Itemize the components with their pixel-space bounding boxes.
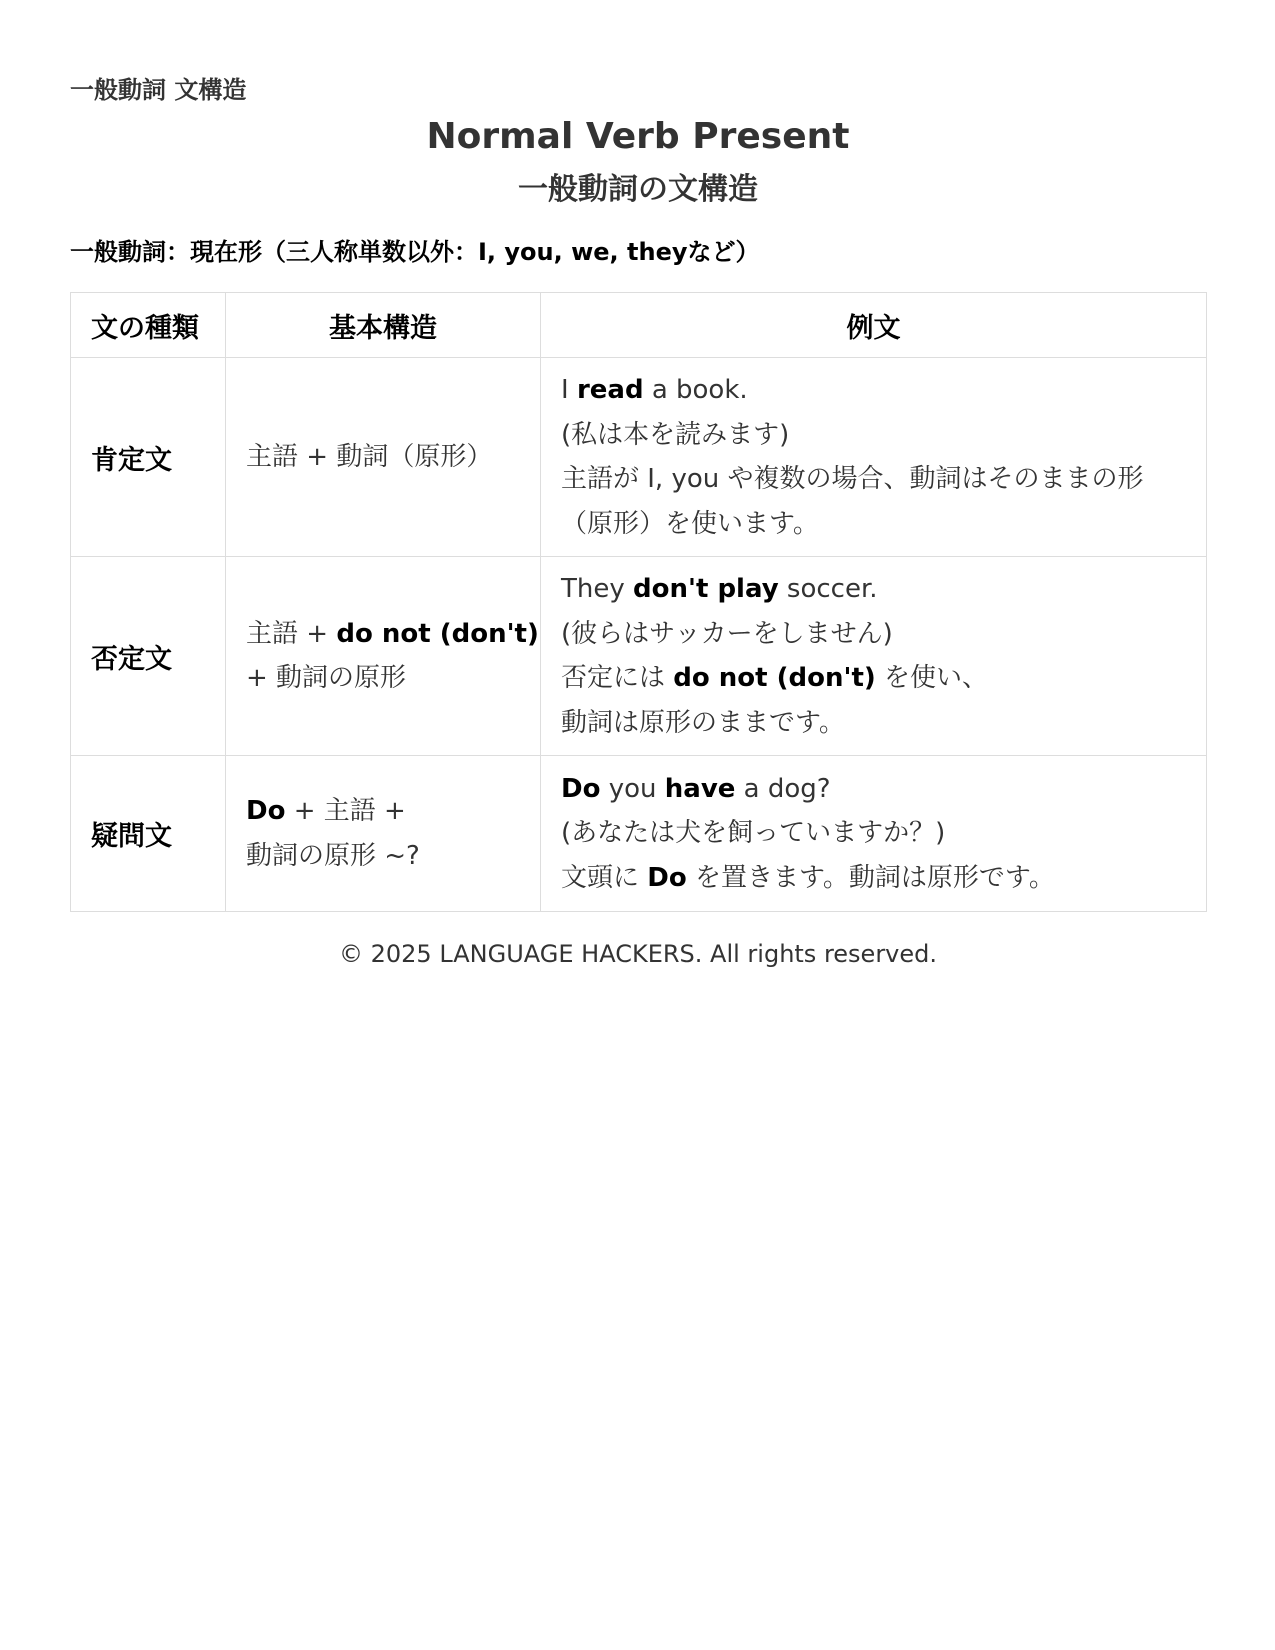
sentence-type-cell: 否定文 [71,557,226,756]
grammar-table [70,292,1207,912]
document-page [70,70,1206,970]
example-text: I [561,375,577,405]
structure-keyword: Do [246,796,286,826]
header-basic-structure: 基本構造 [226,293,541,358]
example-keyword: Do [647,862,687,893]
sentence-type-cell: 疑問文 [71,756,226,912]
structure-line: + 動詞の原形 [246,663,407,693]
structure-line [246,612,539,657]
example-text: soccer. [778,574,878,604]
example-note: 主語が I, you や複数の場合、動詞はそのままの形 [561,464,1144,494]
example-cell [541,756,1207,912]
example-note: （原形）を使います。 [561,508,819,539]
example-verb: read [576,375,644,405]
example-sentence [561,368,1186,413]
table-header-row [71,293,1207,358]
header-sentence-type: 文の種類 [71,293,226,358]
example-text: 文頭に [561,862,648,893]
sentence-type-cell: 肯定文 [71,358,226,557]
structure-line: 主語 + 動詞（原形） [246,441,493,472]
example-verb: don't play [633,574,779,604]
copyright-footer: © 2025 LANGUAGE HACKERS. All rights reserved. [338,940,938,968]
structure-line [246,789,520,834]
example-note [561,656,1186,701]
table-row-affirmative [71,358,1207,557]
example-text: を置きます。動詞は原形です。 [686,862,1055,893]
example-keyword: Do [561,773,601,804]
example-text: 否定には [561,663,674,693]
example-note [561,856,1186,901]
example-text: you [600,773,665,804]
example-cell [541,358,1207,557]
example-translation: (彼らはサッカーをしません) [561,618,893,649]
header-example: 例文 [541,293,1207,358]
document-label: 一般動詞 文構造 [70,76,247,104]
example-text: They [561,574,634,604]
page-title: Normal Verb Present [426,116,850,157]
structure-cell [226,756,541,912]
structure-text: 主語 + [246,618,337,649]
structure-keyword: do not (don't) [336,618,539,649]
section-heading: 一般動詞：現在形（三人称単数以外：I, you, we, theyなど） [70,238,760,266]
example-text: a book. [643,375,748,405]
example-cell [541,557,1207,756]
example-translation: (あなたは犬を飼っていますか？) [561,818,946,849]
example-translation: (私は本を読みます) [561,419,790,450]
page-subtitle: 一般動詞の文構造 [518,172,758,207]
structure-text: + 主語 + [285,796,406,826]
example-note: 動詞は原形のままです。 [561,707,845,738]
example-sentence [561,567,1186,612]
example-text: を使い、 [875,663,989,693]
structure-cell [226,557,541,756]
table-row-question [71,756,1207,912]
example-text: a dog? [735,773,831,804]
table-row-negative [71,557,1207,756]
structure-line: 動詞の原形 ~? [246,840,420,871]
example-sentence [561,767,1186,812]
example-keyword: do not (don't) [673,663,876,693]
structure-cell [226,358,541,557]
example-verb: have [664,773,736,804]
